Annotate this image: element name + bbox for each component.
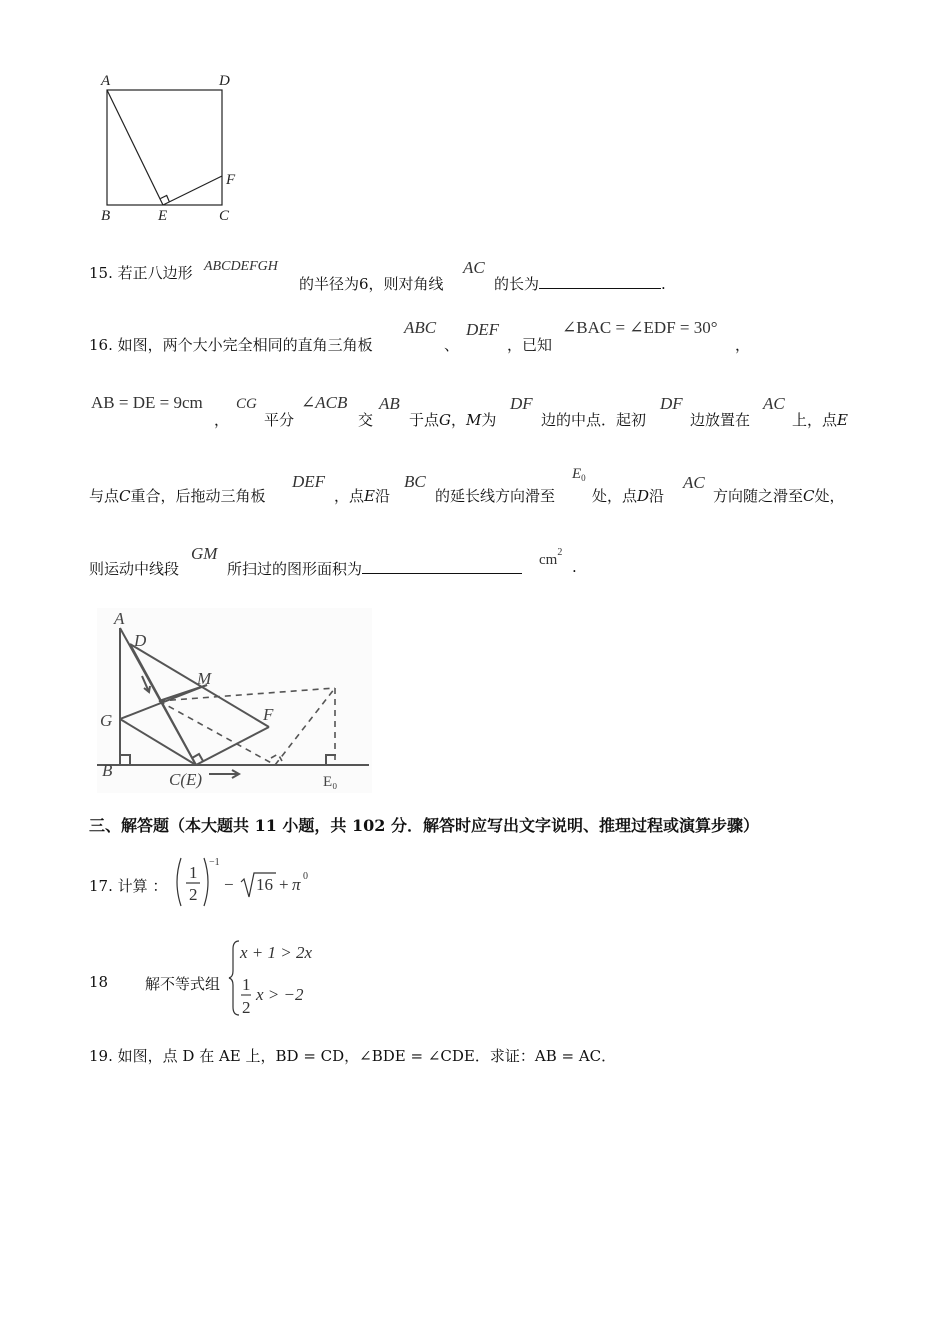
label-c: C (219, 208, 230, 224)
q16-text-j-label: 上，点 (792, 411, 838, 429)
q16-line3-e: 的延长线方向滑至 (435, 487, 556, 505)
q15-number: 15. (89, 264, 113, 282)
q16-e0-sub: 0 (581, 473, 586, 483)
q17-exp: −1 (209, 857, 220, 868)
q15-end: . (661, 275, 666, 293)
label-e: E (158, 208, 168, 224)
q16-text-d: 交 (358, 411, 374, 429)
label-a: A (101, 73, 111, 89)
q19-number: 19. (89, 1047, 113, 1065)
q16-text-a: 如图，两个大小完全相同的直角三角板 (117, 336, 373, 354)
q16-line3-f (592, 485, 664, 506)
q16-line4-b (227, 558, 522, 579)
label-b: B (101, 208, 111, 224)
q15-text-c-label: 的长为 (494, 275, 540, 293)
q16-point-g: G (439, 411, 451, 429)
q16-point-e: E (837, 411, 848, 429)
q17-minus: − (224, 875, 234, 894)
q16-e0 (572, 466, 586, 483)
fig-label-f: F (263, 705, 274, 724)
q19-text: 如图，点 D 在 AE 上，BD = CD，∠BDE = ∠CDE．求证：AB = AC． (117, 1047, 617, 1065)
fig-label-a: A (114, 609, 125, 628)
q18-frac-num: 1 (242, 975, 251, 994)
q16-cg: CG (236, 396, 257, 412)
q17-label-text: 计算 ： (117, 877, 168, 895)
q16-point-d: D (637, 487, 650, 505)
triangles-figure (97, 608, 372, 793)
q16-ac2: AC (683, 473, 705, 492)
q16-unit-cm: cm (539, 552, 558, 568)
q18-system (228, 937, 338, 1019)
fig-label-d: D (134, 631, 147, 650)
square-figure (95, 68, 255, 228)
q16-comma: ， (735, 336, 751, 354)
q16-line3-a (89, 485, 266, 506)
q16-point-c: C (119, 487, 131, 505)
q17-expression (171, 852, 321, 912)
q18-ineq1: x + 1 > 2x (240, 943, 313, 962)
fig-label-b: B (102, 761, 113, 780)
q16-text-h: 边的中点．起初 (541, 411, 647, 429)
q16-answer-blank[interactable] (362, 559, 522, 574)
section3-heading: 三、解答题（本大题共 11 小题，共 102 分．解答时应写出文字说明、推理过程或演算步骤） (89, 816, 759, 835)
q15-text-a: 若正八边形 (117, 264, 193, 282)
question-15 (89, 262, 193, 283)
fig-label-g: G (100, 711, 113, 730)
q16-line4-a: 则运动中线段 (89, 560, 180, 578)
q16-abc: ABC (404, 318, 437, 337)
q15-diagonal: AC (463, 258, 485, 277)
q16-e0-letter: E (572, 466, 582, 482)
label-f: F (226, 172, 236, 188)
q16-sep: 、 (444, 336, 460, 354)
q16-point-e2: E (364, 487, 375, 505)
fig-label-ce: C(E) (169, 770, 203, 789)
q16-line3-c: ，点 (334, 487, 365, 505)
q16-unit-sup: 2 (557, 547, 563, 558)
q16-line1 (89, 334, 373, 355)
q16-line3-f-label: 处，点 (592, 487, 638, 505)
q17-pi: π (292, 875, 301, 894)
q17-number: 17. (89, 877, 113, 895)
fig-label-e0: E₀ (323, 774, 338, 790)
q16-line3-i: 处， (814, 487, 845, 505)
q16-line3-cd (334, 485, 390, 506)
q16-point-m: M (466, 411, 482, 429)
q16-line3-h (713, 485, 845, 506)
q16-text-efg (409, 409, 496, 430)
q16-ab: AB (379, 394, 400, 413)
q17-frac-num: 1 (189, 863, 198, 882)
q18-label: 解不等式组 (145, 975, 221, 993)
q16-number: 16. (89, 336, 113, 354)
q17-sqrt-val: 16 (256, 875, 273, 894)
q16-text-i: 边放置在 (690, 411, 751, 429)
label-d: D (219, 73, 230, 89)
q16-angles: ∠BAC = ∠EDF = 30° (562, 318, 718, 337)
q16-end: . (572, 558, 577, 576)
q17-frac-den: 2 (189, 885, 198, 904)
q16-text-g: 为 (481, 411, 497, 429)
q16-text-e: 于点 (409, 411, 440, 429)
q17-label (89, 875, 167, 896)
q16-ac: AC (763, 394, 785, 413)
q16-line3-b: 重合，后拖动三角板 (130, 487, 266, 505)
q16-df2: DF (660, 394, 683, 413)
q16-def2: DEF (292, 472, 326, 491)
q16-df: DF (510, 394, 533, 413)
q16-comma2: ， (214, 411, 230, 429)
q16-acb: ∠ACB (301, 393, 348, 412)
q15-octagon: ABCDEFGH (204, 259, 278, 274)
q16-bc: BC (404, 472, 426, 491)
q16-length: AB = DE = 9cm (91, 393, 203, 412)
q18-ineq2: x > −2 (256, 985, 304, 1004)
q16-line3-g: 沿 (649, 487, 665, 505)
q16-def: DEF (466, 320, 500, 339)
q16-line4-b-label: 所扫过的图形面积为 (227, 560, 363, 578)
q18-number: 18 (89, 973, 109, 991)
q16-line3-d: 沿 (374, 487, 390, 505)
q16-text-j (792, 409, 848, 430)
q16-point-c2: C (803, 487, 815, 505)
q16-line3-a-label: 与点 (89, 487, 120, 505)
q16-text-b: ，已知 (507, 336, 553, 354)
q15-text-c (494, 273, 666, 294)
question-19 (89, 1045, 616, 1066)
fig-label-m: M (197, 669, 212, 688)
q18-frac-den: 2 (242, 998, 251, 1017)
q17-plus: + (279, 875, 289, 894)
q16-gm: GM (191, 544, 218, 563)
q16-line3-h-label: 方向随之滑至 (713, 487, 804, 505)
q16-unit (539, 547, 562, 569)
q16-text-f: ， (451, 411, 467, 429)
q17-pi-exp: 0 (303, 871, 308, 882)
q15-text-b: 的半径为6，则对角线 (299, 275, 444, 293)
q15-answer-blank[interactable] (539, 274, 661, 289)
q16-text-c: 平分 (264, 411, 295, 429)
